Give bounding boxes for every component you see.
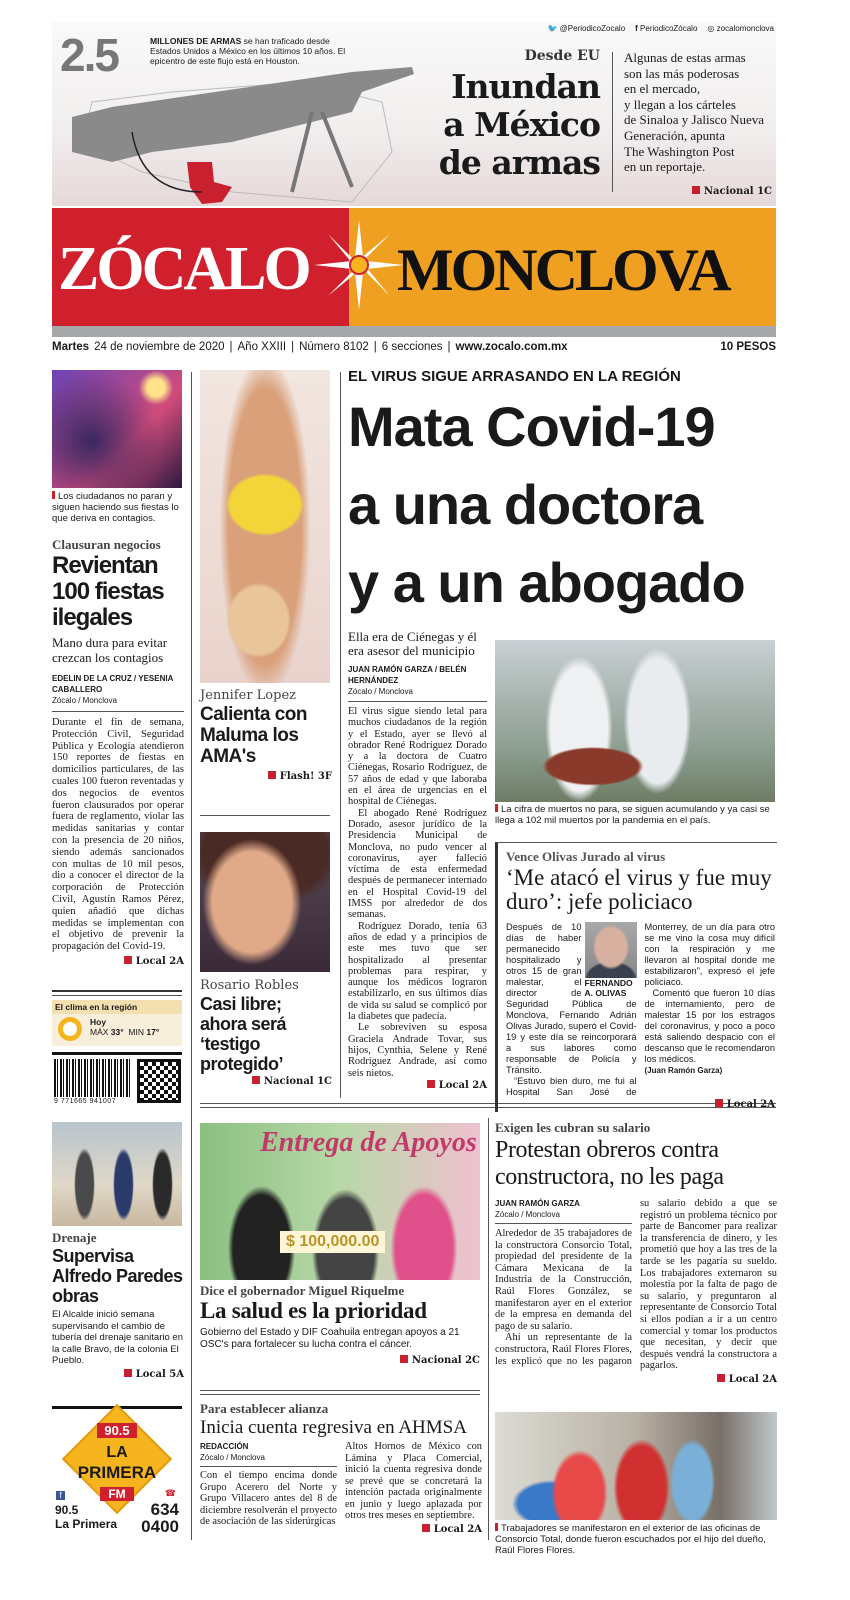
olivas-headline: ‘Me atacó el virus y fue muy duro’: jefe policiaco: [506, 865, 772, 914]
logo-band: FM: [100, 1487, 134, 1501]
barcode: [54, 1059, 130, 1097]
rifle-shape: [72, 67, 414, 162]
fb-freq: 90.5: [55, 1503, 79, 1517]
phone-number: [141, 1501, 179, 1535]
logo-name2: PRIMERA: [77, 1463, 157, 1482]
salud-kicker: Dice el gobernador Miguel Riquelme: [200, 1283, 405, 1298]
instagram-link[interactable]: ◎ zocalomonclova: [707, 24, 774, 33]
ahmsa-kicker: Para establecer alianza: [200, 1401, 329, 1416]
summary-line: en el mercado,: [624, 81, 701, 97]
drenaje-headline: Supervisa Alfredo Paredes obras: [52, 1246, 183, 1306]
ahmsa-ref[interactable]: Local 2A: [345, 1524, 482, 1535]
salud-headline: La salud es la prioridad: [200, 1298, 427, 1323]
rifle-map-illustration: [52, 62, 432, 206]
drenaje-kicker: Drenaje: [52, 1230, 97, 1245]
column-divider: [340, 372, 341, 1098]
obreros-body: [495, 1198, 777, 1372]
summary-line: en un reportaje.: [624, 159, 706, 175]
price: 10 PESOS: [720, 341, 776, 353]
rule: [52, 1052, 182, 1055]
place: Zócalo / Monclova: [200, 1453, 265, 1462]
obreros-story: [495, 1198, 777, 1385]
fb-label: [55, 1503, 117, 1531]
paragraph: El virus sigue siendo letal para muchos ciudadanos de la región y el Estado, ayer se llevó al obrador René Rodríguez Dorado y a la doctora de Cuatro Ciénegas, Rosario Rodríguez, de 57 años de edad y que laboraba en el área de urgencias en el hospital de Ciénegas.: [348, 706, 487, 808]
drenaje-text: El Alcalde inició semana supervisando el cambio de tubería del drenaje sanitario en la calle Bravo, de la colonia El Pueblo.: [52, 1309, 183, 1367]
olivas-photo: [585, 922, 637, 978]
sun-icon: [58, 1017, 82, 1041]
social-bar: [547, 24, 774, 33]
ahmsa-col2: [345, 1441, 482, 1522]
facebook-link[interactable]: f PeriodicoZócalo: [635, 24, 698, 33]
authors: REDACCIÓN: [200, 1442, 249, 1451]
paragraph: Comentó que fueron 10 días de internamiento, pero de malestar 15 por los estragos del coronavirus, y poco a poco está saliendo despacio con el descanso que le recomendaron los médicos.: [644, 988, 775, 1064]
jlo-name: Jennifer Lopez: [200, 688, 296, 703]
big-number: 2.5: [60, 29, 118, 81]
paragraph: Ahí un representante de la constructora, Raúl Flores Flores, les explicó que no les pagaron su salario debido a que se registró un problema técnico por parte de Bancomer para realizar la transferencia de dinero, y les prometió que hoy a las tres de la tarde se les pagaría su sueldo. Los trabajadores externaron su molestia por la falta de pago de su salario, y preguntaron al representante de Consorcio Total si ellos podían a ir a un centro comercial y tomar los productos que necesitan, y decir que después vendrá la constructora a pagarlos.: [495, 1198, 777, 1372]
headline-line: Mata Covid-19: [348, 395, 715, 458]
top-headline-line: de armas: [438, 143, 600, 182]
cemetery-photo: [495, 640, 775, 802]
olivas-box: [495, 842, 777, 1112]
jennifer-lopez-photo: [200, 370, 330, 683]
column-divider: [488, 1118, 489, 1540]
column-divider: [191, 372, 192, 1540]
top-headline-line: a México: [443, 105, 600, 144]
year: Año XXIII: [237, 341, 287, 353]
authors: EDELIN DE LA CRUZ / YESENIA CABALLERO: [52, 674, 174, 694]
obreros-kicker: Exigen les cubran su salario: [495, 1120, 651, 1135]
rule: [200, 1394, 480, 1395]
covid-byline: [348, 664, 487, 697]
fiestas-byline: [52, 673, 184, 706]
party-caption: Los ciudadanos no paran y siguen haciendo sus fiestas lo que deriva en contagios.: [52, 491, 182, 524]
fiestas-headline: Revientan 100 fiestas ilegales: [52, 552, 164, 631]
fiestas-body: [52, 717, 184, 953]
fb-name: La Primera: [55, 1517, 118, 1531]
issue-number: Número 8102: [299, 341, 369, 353]
covid-deck: Ella era de Ciénegas y él era asesor del municipio: [348, 629, 477, 658]
place: Zócalo / Monclova: [495, 1210, 560, 1219]
top-ref[interactable]: Nacional 1C: [692, 186, 772, 197]
rule: [52, 711, 184, 712]
min-label: MIN: [128, 1027, 144, 1037]
paragraph: Rodríguez Dorado, tenía 63 años de edad y a principios de este mes tuvo que ser hospitalizado al presentar problemas para respirar, y aunque los médicos lograron estabilizarlo, en sus últimos días de vida su salud se complicó por la diabetes que padecía.: [348, 920, 487, 1023]
twitter-handle: @PeriodicoZocalo: [559, 24, 626, 33]
summary-line: y llegan a los cárteles: [624, 96, 736, 112]
paragraph: Alrededor de 35 trabajadores de la constructora Consorcio Total, propiedad del presidente de la Cámara Mexicana de la Industria de la Construcción, Raúl Flores González, se manifestaron ayer en el exterior de la empresa en demanda del pago de su salario.: [495, 1228, 632, 1332]
rule: [52, 995, 182, 996]
masthead: [52, 208, 776, 326]
summary-line: de Sinaloa y Jalisco Nueva: [624, 112, 765, 128]
covid-ref[interactable]: Local 2A: [348, 1080, 487, 1091]
rule: [200, 1390, 480, 1391]
la-primera-logo[interactable]: [52, 1413, 182, 1538]
top-summary: [624, 50, 774, 175]
phone-icon: ☎: [164, 1489, 176, 1499]
olivas-photo-name: FERNANDO A. OLIVAS: [584, 978, 633, 998]
rule: [495, 1223, 632, 1224]
barcode-number: 9 771665 941007: [54, 1098, 116, 1105]
rosario-story: [200, 977, 332, 1087]
olivas-body: [506, 922, 775, 1098]
paragraph: Le sobreviven su esposa Graciela Andrade Tovar, sus hijos, Cynthia, Selene y René Rodríguez Andrade, así como seis nietos.: [348, 1022, 487, 1079]
ahmsa-byline: [200, 1441, 337, 1463]
cemetery-caption: La cifra de muertos no para, se siguen acumulando y ya casi se llega a 102 mil muertos por la pandemia en el país.: [495, 804, 775, 826]
instagram-handle: zocalomonclova: [716, 24, 774, 33]
covid-kicker: EL VIRUS SIGUE ARRASANDO EN LA REGIÓN: [348, 368, 681, 385]
divider: [612, 52, 613, 192]
fiestas-kicker: Clausuran negocios: [52, 537, 161, 552]
headline-line: a una doctora: [348, 473, 703, 536]
texas-shape: [187, 162, 232, 204]
authors: JUAN RAMÓN GARZA / BELÉN HERNÁNDEZ: [348, 665, 467, 685]
rosario-headline: Casi libre; ahora será ‘testigo protegido’: [200, 994, 287, 1074]
logo-freq: 90.5: [97, 1423, 137, 1438]
photo-check-text: $ 100,000.00: [280, 1231, 385, 1253]
place: Zócalo / Monclova: [348, 687, 413, 696]
jlo-headline: Calienta con Maluma los AMA's: [200, 704, 307, 767]
summary-line: son las más poderosas: [624, 65, 740, 81]
facebook-handle: PeriodicoZócalo: [640, 24, 698, 33]
masthead-right: MONCLOVA: [397, 237, 729, 303]
olivas-kicker: Vence Olivas Jurado al virus: [506, 849, 666, 864]
phone-part: 0400: [141, 1517, 179, 1536]
summary-line: Algunas de estas armas: [624, 50, 746, 65]
website-link[interactable]: www.zocalo.com.mx: [455, 341, 568, 353]
summary-line: The Washington Post: [624, 143, 735, 159]
top-headline: [392, 68, 600, 182]
fiestas-story: [52, 537, 184, 967]
drenaje-story: [52, 1230, 184, 1380]
authors: JUAN RAMÓN GARZA: [495, 1199, 580, 1208]
fiestas-ref[interactable]: Local 2A: [52, 956, 184, 967]
ahmsa-col2-wrap: [345, 1441, 482, 1535]
rule: [348, 701, 487, 702]
ahmsa-headline: Inicia cuenta regresiva en AHMSA: [200, 1417, 467, 1438]
weather-day: Hoy: [90, 1017, 107, 1027]
date: 24 de noviembre de 2020: [94, 341, 225, 353]
top-headline-line: Inundan: [451, 67, 600, 106]
photo-banner-text: Entrega de Apoyos: [260, 1127, 477, 1158]
protest-caption: Trabajadores se manifestaron en el exterior de las oficinas de Consorcio Total, donde fueron escuchados por el hijo del dueño, Raúl Flores Flores.: [495, 1523, 777, 1556]
fiestas-deck: Mano dura para evitar crezcan los contagios: [52, 635, 168, 665]
stat-body: se han traficado desde Estados Unidos a México en los últimos 10 años. El epicentro de este flujo está en Houston.: [150, 36, 346, 66]
headline-line: y a un abogado: [348, 551, 745, 614]
obreros-byline: [495, 1198, 632, 1220]
rosario-ref[interactable]: Nacional 1C: [200, 1076, 332, 1087]
covid-body: [348, 706, 487, 1079]
phone-part: 634: [150, 1500, 179, 1519]
place: Zócalo / Monclova: [52, 696, 117, 705]
weather-widget: [52, 1000, 182, 1046]
summary-line: Generación, apunta: [624, 127, 726, 143]
salud-text: Gobierno del Estado y DIF Coahuila entregan apoyos a 21 OSC's para fortalecer su lucha contra el cáncer.: [200, 1327, 460, 1350]
paragraph: “Estuvo bien duro, me fui al Hospital San José de Monterrey, de un día para otro se me vino la cosa muy difícil con la respiración y me llevaron al hospital donde me estabilizaron”, expresó el jefe policiaco.: [506, 922, 775, 1097]
paragraph: Durante el fin de semana, Protección Civil, Seguridad Pública y Ecología atendieron 150 reportes de fiestas en domicilios particulares, de las cuales 100 fueron reventadas y dos negocios de eventos fueron clausurados por operar fuera de reglamento, violar las medidas sanitarias y contar con la presencia de 20 niños, siendo además sancionados con multas de 10 mil pesos, dio a conocer el director de la corporación de Protección Civil, Agustín Ramos Pérez, quien añadió que dichas medidas se implementan con el objetivo de prevenir la propagación del Covid-19.: [52, 717, 184, 953]
twitter-link[interactable]: 🐦 @PeriodicoZocalo: [547, 24, 626, 33]
paragraph: Con el tiempo encima donde Grupo Acerero del Norte y Grupo Villacero antes del 8 de diciembre resolverán el proyecto de asociación de las siderúrgicas: [200, 1470, 337, 1527]
sections-count: 6 secciones: [381, 341, 443, 353]
paragraph: El abogado René Rodríguez Dorado, asesor jurídico de la Presidencia Municipal de Monclova, no pudo vencer al coronavirus, ayer falleció víctima de esta enfermedad después de permanecer internado en el Hospital Covid-19 del IMSS por alrededor de dos semanas.: [348, 807, 487, 921]
drenaje-photo: [52, 1122, 182, 1226]
sun-logo-icon: [314, 220, 404, 310]
paragraph: Altos Hornos de México con Lámina y Placa Comercial, inició la cuenta regresiva donde se prevé que se concretará la intención pactada originalmente en junio y luego aplazada por otros tres meses en septiembre.: [345, 1441, 482, 1521]
masthead-gray-bar: [52, 326, 776, 337]
dateline: Martes 24 de noviembre de 2020 | Año XXIII | Número 8102 | 6 secciones | www.zocalo.com.mx 10 PESOS: [52, 341, 776, 353]
max-temp: 33°: [110, 1027, 124, 1037]
olivas-photo-block: [585, 922, 637, 998]
obreros-headline: Protestan obreros contra constructora, no les paga: [495, 1137, 724, 1190]
qr-code: [137, 1059, 181, 1103]
covid-headline: [348, 388, 776, 622]
apoyos-photo: [200, 1123, 480, 1280]
weather-title: El clima en la región: [52, 1000, 182, 1014]
masthead-left: ZÓCALO: [58, 235, 309, 303]
jlo-ref[interactable]: Flash! 3F: [200, 771, 332, 782]
rule: [52, 990, 182, 992]
facebook-icon: f: [56, 1491, 65, 1500]
day: Martes: [52, 341, 90, 353]
drenaje-ref[interactable]: Local 5A: [52, 1369, 184, 1380]
salud-ref[interactable]: Nacional 2C: [200, 1355, 480, 1366]
rule: [200, 1466, 337, 1467]
jlo-story: [200, 687, 332, 782]
ahmsa-col1: [200, 1470, 337, 1528]
max-label: MÁX: [90, 1027, 109, 1037]
top-kicker: Desde EU: [524, 48, 600, 64]
protest-photo: [495, 1412, 777, 1520]
covid-story: [348, 630, 487, 1091]
stat-bold: MILLONES DE ARMAS: [150, 36, 242, 46]
top-banner: [52, 22, 776, 206]
obreros-ref[interactable]: Local 2A: [495, 1374, 777, 1385]
olivas-ref[interactable]: Local 2A: [506, 1099, 775, 1110]
ahmsa-col1-wrap: [200, 1441, 337, 1528]
min-temp: 17°: [146, 1027, 160, 1037]
rule: [200, 815, 330, 816]
logo-name1: LA: [106, 1444, 128, 1461]
credit: (Juan Ramón Garza): [644, 1066, 723, 1075]
rosario-name: Rosario Robles: [200, 978, 299, 993]
paragraph: Después de 10 días de haber permanecido hospitalizado y otros 15 de gran malestar, el director de Seguridad Pública de Monclova, Fernando Adrián Olivas Jurado, superó el Covid-19 y este día se reincorporará a sus labores como responsable de Policía y Tránsito.: [506, 922, 637, 1075]
rosario-robles-photo: [200, 832, 330, 972]
party-photo: [52, 370, 182, 488]
